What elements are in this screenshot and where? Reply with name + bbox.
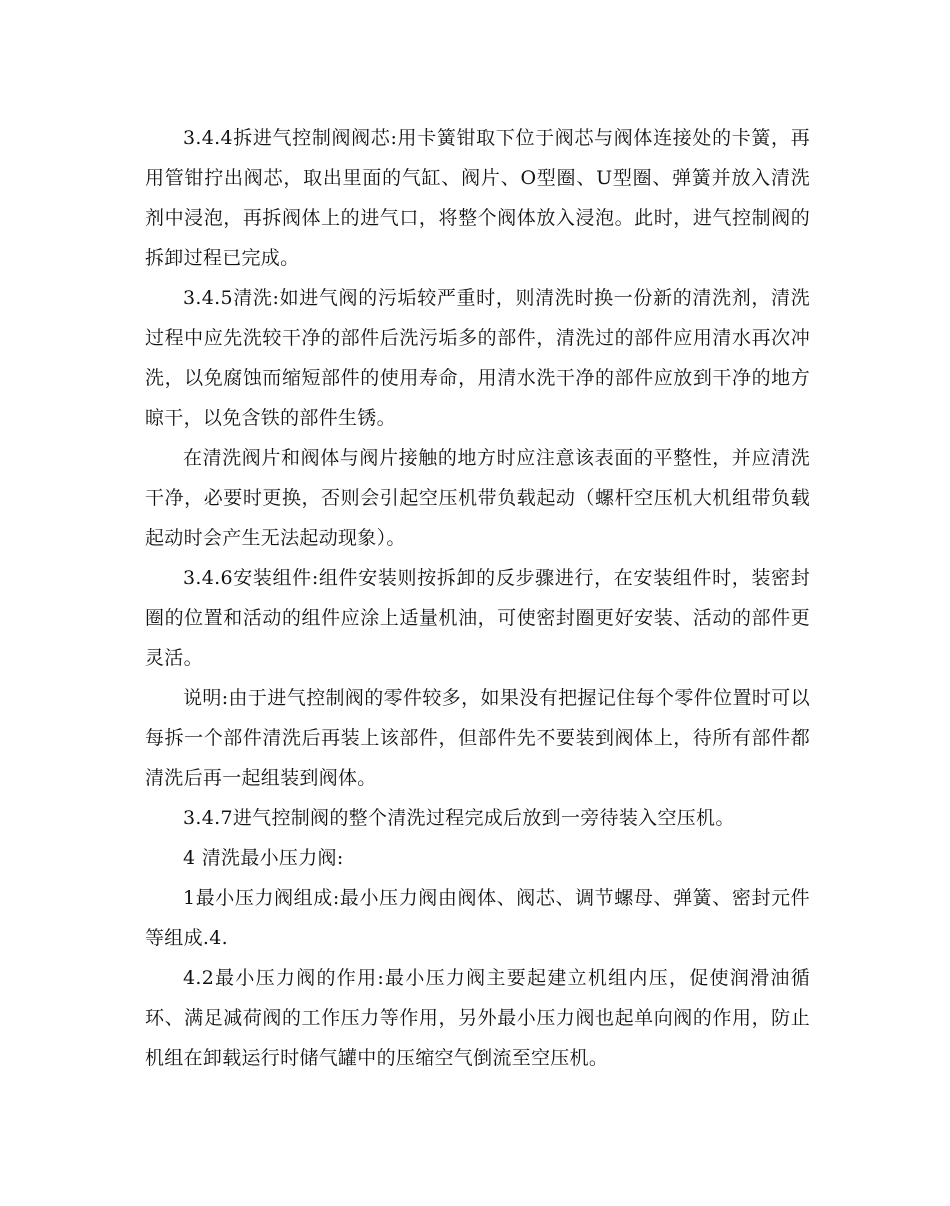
paragraph-3-4-6: 3.4.6安装组件:组件安装则按拆卸的反步骤进行，在安装组件时，装密封圈的位置和活动的组件应涂上适量机油，可使密封圈更好安装、活动的部件更灵活。 (145, 567, 810, 669)
section-heading-4: 4 清洗最小压力阀: (183, 847, 344, 869)
paragraph-explanation: 说明:由于进气控制阀的零件较多，如果没有把握记住每个零件位置时可以每拆一个部件清洗后再装上该部件，但部件先不要装到阀体上，待所有部件都清洗后再一起组装到阀体。 (145, 687, 810, 789)
paragraph-4-1: 1最小压力阀组成:最小压力阀由阀体、阀芯、调节螺母、弹簧、密封元件等组成.4. (145, 887, 810, 949)
paragraph-4-2: 4.2最小压力阀的作用:最小压力阀主要起建立机组内压，促使润滑油循环、满足减荷阀的工作压力等作用，另外最小压力阀也起单向阀的作用，防止机组在卸载运行时储气罐中的压缩空气倒流至空压机。 (145, 967, 810, 1069)
paragraph-3-4-7: 3.4.7进气控制阀的整个清洗过程完成后放到一旁待装入空压机。 (183, 807, 735, 829)
paragraph-3-4-5: 3.4.5清洗:如进气阀的污垢较严重时，则清洗时换一份新的清洗剂，清洗过程中应先洗较干净的部件后洗污垢多的部件，清洗过的部件应用清水再次冲洗，以免腐蚀而缩短部件的使用寿命，用清水洗干净的部件应放到干净的地方晾干，以免含铁的部件生锈。 (145, 287, 810, 429)
paragraph-cleaning-note: 在清洗阀片和阀体与阀片接触的地方时应注意该表面的平整性，并应清洗干净，必要时更换，否则会引起空压机带负载起动（螺杆空压机大机组带负载起动时会产生无法起动现象）。 (145, 447, 810, 549)
paragraph-3-4-4: 3.4.4拆进气控制阀阀芯:用卡簧钳取下位于阀芯与阀体连接处的卡簧，再用管钳拧出阀芯，取出里面的气缸、阀片、O型圈、U型圈、弹簧并放入清洗剂中浸泡，再拆阀体上的进气口，将整个阀体放入浸泡。此时，进气控制阀的拆卸过程已完成。 (145, 127, 810, 269)
